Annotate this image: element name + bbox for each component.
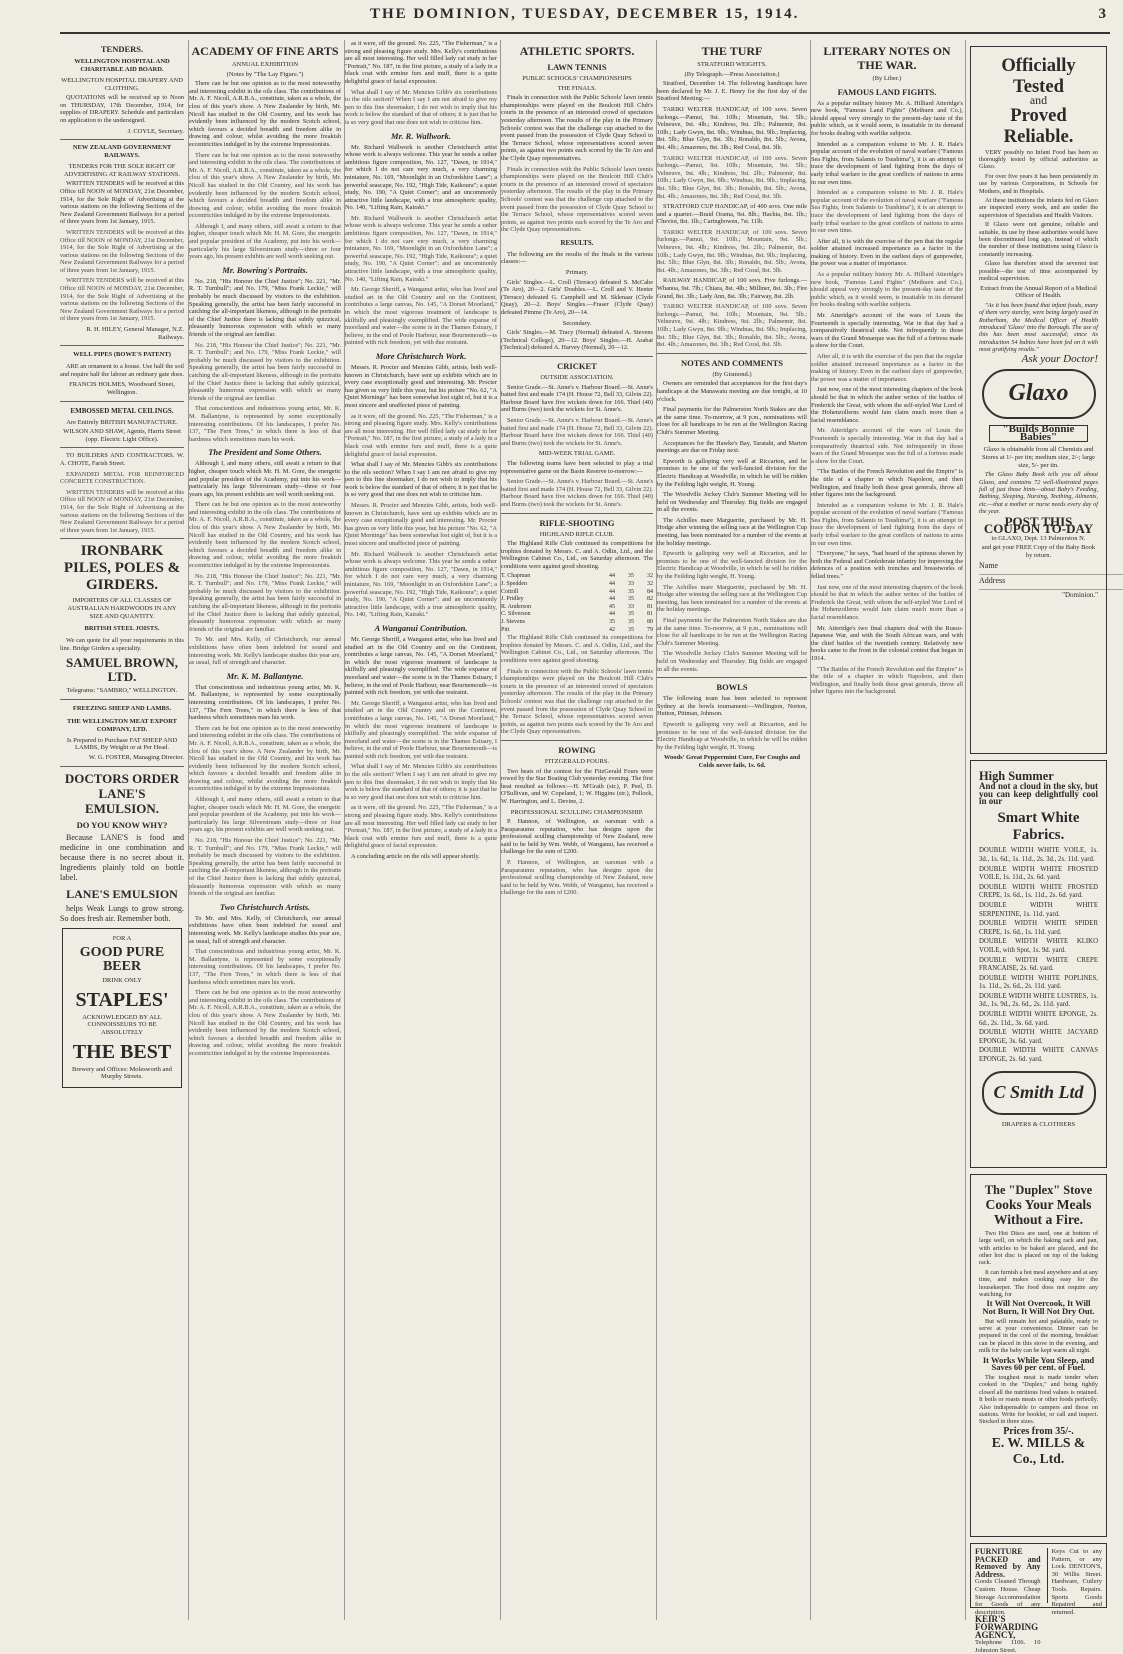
results-intro: The following are the results of the finals in the various classes:— <box>501 250 653 266</box>
do-you-know: DO YOU KNOW WHY? <box>76 819 168 830</box>
keir-body: Goods Cleaned Through Custom House. Cheap Storage Accommodation for Goods of any description. <box>975 1578 1041 1616</box>
meat-export-title: THE WELLINGTON MEAT EXPORT COMPANY, LTD. <box>67 717 177 733</box>
fabric-item: DOUBLE WIDTH WHITE JACYARD EPONGE, 3s. 6d. yard. <box>979 1029 1098 1045</box>
smith-logo: C Smith Ltd <box>982 1071 1096 1115</box>
good-pure-beer: GOOD PURE BEER <box>79 945 165 975</box>
fabric-item: DOUBLE WIDTH WHITE KLIKO VOILE, with Spot, 1s. 9d. yard. <box>979 938 1098 954</box>
famous-land-fights: FAMOUS LAND FIGHTS. <box>837 86 937 97</box>
notes-comments-heading: NOTES AND COMMENTS <box>680 357 783 368</box>
highland-heading: HIGHLAND RIFLE CLUB. <box>539 530 615 538</box>
fabric-item: DOUBLE WIDTH WHITE EPONGE, 2s. 6d., 2s. 11d., 3s. 6d. yard. <box>979 1011 1098 1027</box>
fabric-item: DOUBLE WIDTH WHITE LUSTRES, 1s. 3d., 1s. 9d., 2s. 6d., 2s. 11d. yard. <box>979 992 1098 1009</box>
gibb-para-cont-2: Mr. Richard Wallwork is another Christchurch artist whose work is always welcome. This year he sends a rather ambitious figure composition, No. 127, "Dawn, in 1914," for which I do not care very much, a very charming miniature, No. 169, "Moonlight in an Oxfordshire Lane"; a powerful seascape, No. 192, "High Tide, Kaikoura"; a quiet study, No. 190, "A Quiet Corner"; and an uncommonly attractive little landscape, with a true atmospheric quality, No. 140, "Lifting Rain, Kairaki." <box>345 550 497 619</box>
coupon-heading: POST THIS COUPON TO-DAY <box>983 513 1094 537</box>
fabric-item: DOUBLE WIDTH WHITE FROSTED CREPE, 1s. 6d., 1s. 11d., 2s. 6d. yard. <box>979 883 1098 900</box>
cricket-para-cont: Senior Grade.—St. Anne's v. Harbour Board.—St. Anne's batted first and made 174 (H. House 72, Bell 33, Gilvin 22). Harbour Board have five wickets down for 166. Thiel (40) and Burns (two) took the wickets for St. Anne's. <box>501 416 653 447</box>
notes-para-6-cont: Epworth is galloping very well at Riccarton, and he promises to be one of the well-fancied division for the Electric Handicap at Woodville, in which he will be ridden by the Feilding light weight, H. Young. <box>657 550 807 581</box>
turf-para-2-cont: TARIKI WELTER HANDICAP, of 100 sovs. Seven furlongs.—Pamui, 9st. 10lb.; Mountain, 9st. 5lb.; Velneuve, 9st. 4lb.; Kindress, 9st. 2lb.; Palmemir, 8st. 10lb.; Lady Gwyn, 8st. 9lb.; Windnas, 8st. 9lb.; Implacing, 8st. 5lb.; Blue Glyn, 8st. 3lb.; Ronaldo, 8st. 5lb.; Avona, 8st. 4lb.; Amazones, 8st. 3lb.; Red Coral, 8st. 3lb. <box>657 154 807 200</box>
cricket-heading: CRICKET <box>557 361 597 371</box>
score-cell: 79 <box>647 626 653 633</box>
table-row <box>501 573 653 581</box>
rifle-shooting-heading: RIFLE-SHOOTING <box>539 517 615 528</box>
divider <box>60 699 184 700</box>
score-cell: 32 <box>647 573 653 580</box>
score-cell: 32 <box>647 581 653 588</box>
ask-doctor: Ask your Doctor! <box>1021 352 1098 365</box>
wanganui-heading: A Wanganui Contribution. <box>374 622 468 633</box>
divider <box>501 740 653 741</box>
coupon-line-2: to GLAXO, Dept. 13 Palmerston N. <box>991 534 1086 542</box>
score-cell: 35 <box>628 619 634 626</box>
smart-white-fabrics: Smart White Fabrics. <box>997 809 1080 843</box>
score-cell: 35 <box>628 596 634 603</box>
keir-name: KEIR'S FORWARDING AGENCY, <box>975 1614 1039 1640</box>
duplex-prices: Prices from 35/-. <box>1003 1425 1074 1437</box>
academy-cont-para-1: as it were, off the ground. No. 225, "The Fisherman," is a strong and pleasing figure study. Mrs. Kelly's contributions are all most interesting. Her well filled lady cat study in her "Portrait," No. 187, in the first picture, a study of a lady in a black coat with ermine furs and muff, there is a quite delightful grace of facial expression. <box>345 40 497 85</box>
bowls-para-cont: Epworth is galloping very well at Riccarton, and he promises to be one of the well-fancied division for the Electric Handicap at Woodville, in which he will be ridden by the Feilding light weight, H. Young. <box>657 720 807 751</box>
fabric-item: DOUBLE WIDTH WHITE CANVAS EPONGE, 2s. 6d. yard. <box>979 1047 1098 1064</box>
samuel-brown: SAMUEL BROWN, LTD. <box>66 655 178 685</box>
coupon-dominion: "Dominion." <box>1062 590 1098 599</box>
secondary-results: Girls' Singles.—M. Tracy (Normal) defeated A. Stevens (Technical College), 20—12. Boys' Singles.—H. Arabat (Technical) defeated A. Harvey (Normal), 20—12. <box>501 329 653 352</box>
masthead <box>60 2 1110 34</box>
tender-2-body: WRITTEN TENDERS will be received at this Office till NOON of MONDAY, 21st December, 1914, for the Sole Right of Advertising at the various stations on the following Sections of the New Zealand Government Railways for a period of three years from 1st January, 1915. <box>60 180 184 226</box>
christchurch-para-cont: as it were, off the ground. No. 225, "The Fisherman," is a strong and pleasing figure study. Mrs. Kelly's contributions are all most interesting. Her well filled lady cat study in her "Portrait," No. 187, in the first picture, a study of a lady in a black coat with ermine furs and muff, there is a quite delightful grace of facial expression. <box>345 412 497 458</box>
column-academy-cont <box>344 40 497 1620</box>
by-liber: (By Liber.) <box>872 75 902 82</box>
keir-ad <box>970 1543 1107 1654</box>
president-heading: The President and Some Others. <box>208 447 322 458</box>
academy-para-5: To Mr. and Mrs. Kelly, of Christchurch, our annual exhibitions have often been indebted for sound and interesting work. Mr. Kelly's landscape studies this year are, as usual, full of strength and character. <box>189 914 341 945</box>
doctors-order: DOCTORS ORDER LANE'S EMULSION. <box>64 770 180 816</box>
score-cell: 44 <box>609 588 615 595</box>
wanganui-para-cont-3: as it were, off the ground. No. 225, "The Fisherman," is a strong and pleasing figure study. Mrs. Kelly's contributions are all most interesting. Her well filled lady cat study in her "Portrait," No. 187, in the first picture, a study of a lady in a black coat with ermine furs and muff, there is a quite delightful grace of facial expression. <box>345 804 497 850</box>
athletic-sports-heading: ATHLETIC SPORTS. <box>519 44 635 58</box>
academy-para-3: Although I, and many others, still await a return to that higher, cheaper touch which Mr. H. M. Gore, the energetic and popular president of the Academy, put into his work—particularly his large Silverstream study—three or four years ago, his present exhibits are well worth seeking out. <box>189 460 341 498</box>
academy-para-3-cont-3: To Mr. and Mrs. Kelly, of Christchurch, our annual exhibitions have often been indebted for sound and interesting work. Mr. Kelly's landscape studies this year are, as usual, full of strength and character. <box>189 636 341 667</box>
glaxo-ad <box>970 46 1123 754</box>
wallwork-para-cont-2: Mr. George Sheriff, a Wanganui artist, who has lived and studied art in the Old Country and on the Continent, contributes a large canvas, No. 145, "A Dorset Moorland," in which the most vigorous treatment of landscape is skilfully and pleasingly exemplified. The wide expanse of moorland and water—the scene is in the Thames Estuary, I believe, in the end of Poole Harbour, near Bournemouth—is painted with rich freedom, yet with due restraint. <box>345 286 497 347</box>
turf-para-1: Stratford, December 14. The following handicaps have been declared by Mr. J. E. Henry for the first day of the Stratford Meeting:— <box>657 80 807 103</box>
mills-name: E. W. MILLS & Co., Ltd. <box>991 1435 1086 1466</box>
literary-para-3: After all, it is with the exercise of the pen that the regular soldier attained increased importance as a factor in the making of history. Even in the earliest days of gunpowder, the power was a matter of importance. <box>811 237 963 268</box>
tennis-para-1-cont: Finals in connection with the Public Schools' lawn tennis championships were played on the Boulcott Hill Club's courts in the presence of an interested crowd of spectators yesterday afternoon. The results of the play in the Primary Schools' contest was that the challenge cup attached to the event passed from the possession of Clyde Quay School to the Terrace School, whose representatives scored seven points, as against two points each scored by the Te Aro and the Clyde Quay representatives. <box>501 165 653 234</box>
table-row <box>501 627 653 635</box>
glaxo-and: and <box>1029 93 1048 107</box>
score-cell: 33 <box>628 603 634 610</box>
fabric-item: DOUBLE WIDTH WHITE FROSTED VOILE, 1s. 11d., 2s. 6d. yard. <box>979 865 1098 882</box>
secondary-heading: Secondary. <box>562 319 592 327</box>
by-telegraph: (By Telegraph.—Press Association.) <box>684 70 780 78</box>
fabric-item: DOUBLE WIDTH WHITE VOILE, 1s. 3d., 1s. 6d., 1s. 11d., 2s. 3d., 2s. 11d. yard. <box>979 847 1098 863</box>
table-row <box>501 581 653 589</box>
literary-para-1: As a popular military history Mr. A. Hilliard Atteridge's new book, "Famous Land Fights" (Methuen and Co.), should appeal very strongly to the present-day taste of the public which, as it would seem, is insatiable in its demand for books dealing with warlike subjects. <box>811 99 963 137</box>
fabric-item: DOUBLE WIDTH WHITE CREPE FRANCAISE, 2s. 6d. yard. <box>979 956 1098 973</box>
column-academy <box>188 40 341 1620</box>
glaxo-para-5: Glaxo has therefore stood the severest test possible—the test of time accompanied by medical supervision. <box>979 260 1098 283</box>
duplex-para-3: But will remain hot and palatable, ready to serve at your convenience. Dinner can be prepared in the cool of the morning, breakfast can be placed in this stove in the evening, and milk for the baby can be kept warm all night. <box>979 1317 1098 1355</box>
builders-notice: TO BUILDERS AND CONTRACTORS. W. A. CHOTE, Farish Street. <box>60 452 184 467</box>
literary-para-5: Just now, one of the most interesting chapters of the book should be that in which the author writes of the battles of Frederick the Great, with whom the self-styled War Lord of the Hohenzollerns would fain claim much more than a facial resemblance. <box>811 386 963 424</box>
score-cell: 44 <box>609 581 615 588</box>
glaxo-para-4: If Glaxo were not genuine, reliable and suitable, its use by these authorities would have been discontinued long ago, instead of which the number of these institutions using Glaxo is constantly increasing. <box>979 221 1098 258</box>
academy-para-1: There can be but one opinion as to the most noteworthy and interesting exhibit in the oils class. The contributions of Mr. A. F. Nicoll, A.R.B.A., constitute, taken as a whole, the clou of this year's show. A New Zealander by birth, Mr. Nicoll has studied in the Old Country, and his work has evidently been influenced by the modern Scotch school, which favours a decided breadth and freedom alike in drawing and colour, whilst avoiding the more freakish eccentricities indulged in by the extreme Impressionists. <box>189 80 341 148</box>
duplex-title-1: The "Duplex" Stove <box>984 1183 1093 1197</box>
meat-export-sign: W. G. FOSTER, Managing Director. <box>88 754 184 762</box>
tender-2-sign: R. H. HILEY, General Manager, N.Z. Railways. <box>86 326 184 341</box>
embossed-sub: Are Entirely BRITISH MANUFACTURE. <box>66 418 178 426</box>
duplex-para-1: Two Hot Discs are used, one at bottom of large well, on which the baking rack and pan, with articles to be baked are placed, and the other hot disc is placed on top of the baking rack. <box>979 1229 1098 1267</box>
glaxo-logo: Glaxo <box>982 369 1096 419</box>
literary-para-6-cont: Intended as a companion volume to Mr. J. R. Hale's popular account of the evolution of naval warfare ("Famous Sea Fights, from Salamis to Tsushima"), it is an attempt to trace the development of land fighting from the days of early tribal warfare to the great conflicts of nations in arms in our own time. <box>811 501 963 547</box>
table-row <box>501 596 653 604</box>
wanganui-para: Mr. George Sheriff, a Wanganui artist, who has lived and studied art in the Old Country and on the Continent, contributes a large canvas, No. 145, "A Dorset Moorland," in which the most vigorous treatment of landscape is skilfully and pleasingly exemplified. The wide expanse of moorland and water—the scene is in the Thames Estuary, I believe, in the end of Poole Harbour, near Bournemouth—is painted with rich freedom, yet with due restraint. <box>345 635 497 697</box>
score-cell: 45 <box>609 603 615 610</box>
column-tenders <box>60 40 184 1620</box>
literary-para-2-cont: Intended as a companion volume to Mr. J. R. Hale's popular account of the evolution of naval warfare ("Famous Sea Fights, from Salamis to Tsushima"), it is an attempt to trace the development of land fighting from the days of early tribal warfare to the great conflicts of nations in arms in our own time. <box>811 189 963 235</box>
by-gismond: (By Gismond.) <box>712 370 752 378</box>
shooter-name: R. Anderson <box>501 603 531 610</box>
notes-para-3: Acceptances for the Hawke's Bay, Taratahi, and Marton meetings are due on Friday next. <box>657 439 807 455</box>
score-cell: 44 <box>609 596 615 603</box>
outside-association: OUTSIDE ASSOCIATION. <box>540 374 614 381</box>
primary-heading: Primary. <box>565 269 589 277</box>
notes-para-6-cont-3: Final payments for the Palmerston North Stakes are due at the same time. To-morrow, at 9 p.m., nominations will close for all handicaps to be run at the Wellington Racing Club's Summer Meeting. <box>657 617 807 647</box>
ballantyne-heading: Mr. K. M. Ballantyne. <box>226 670 304 681</box>
cricket-para: Senior Grade.—St. Anne's v. Harbour Board.—St. Anne's batted first and made 174 (H. House 72, Bell 33, Gilvin 22). Harbour Board have five wickets down for 166. Thiel (40) and Burns (two) took the wickets for St. Anne's. <box>501 383 653 414</box>
notes-para-4: Epworth is galloping very well at Riccarton, and he promises to be one of the well-fancied division for the Electric Handicap at Woodville, in which he will be ridden by the Feilding light weight, H. Young. <box>657 457 807 488</box>
duplex-title-3: Without a Fire. <box>993 1212 1084 1228</box>
duplex-para-2: It can furnish a hot meal anywhere and at any time, and makes cooking easy for the housekeeper. The food does not require any watching, for <box>979 1268 1098 1299</box>
tender-2-sub: TENDERS FOR THE SOLE RIGHT OF ADVERTISING AT RAILWAY STATIONS. <box>63 163 181 178</box>
glaxo-title-1: Officially Tested <box>1001 55 1076 97</box>
table-row <box>501 589 653 597</box>
literary-para-8: Mr. Atteridge's two final chapters deal with the Russo-Japanese War, and with the South African wars, and with the chief battles of the twentieth century. Relatively new books came to the front in the colonial contest that began in 1914. <box>811 624 963 662</box>
shooter-name: T. Chapman <box>501 573 531 580</box>
score-cell: 35 <box>609 619 615 626</box>
tender-1-sign: J. COYLE, Secretary. <box>127 127 184 135</box>
score-cell: 44 <box>609 611 615 618</box>
rifle-para: The Highland Rifle Club continued its competitions for trophies donated by Messrs. C. and A. Odlin, Ltd., and the Wellington Cabinet Co., Ltd., on Saturday afternoon. The conditions were against good shooting. <box>501 540 653 570</box>
ironbark-heading: IRONBARK PILES, POLES & GIRDERS. <box>63 543 181 594</box>
column-literary-notes <box>810 40 963 1620</box>
tennis-para-1: Finals in connection with the Public Schools' lawn tennis championships were played on the Boulcott Hill Club's courts in the presence of an interested crowd of spectators yesterday afternoon. The results of the play in the Primary Schools' contest was that the challenge cup attached to the event passed from the possession of Clyde Quay School to the Terrace School, whose representatives scored seven points, as against two points each scored by the Te Aro and the Clyde Quay representatives. <box>501 94 653 162</box>
literary-para-4-cont: After all, it is with the exercise of the pen that the regular soldier attained increased importance as a factor in the making of history. Even in the earliest days of gunpowder, the power was a matter of importance. <box>811 353 963 383</box>
divider <box>657 677 807 678</box>
bowls-para: The following team has been selected to represent Sydney at the bowls tournament:—Wellington, Norton, Hutton, Pittman, Johnson. <box>657 695 807 718</box>
builders-notice-cont-2: WRITTEN TENDERS will be received at this Office till NOON of MONDAY, 21st December, 1914, for the Sole Right of Advertising at the various stations on the following Sections of the New Zealand Government Railways for a period of three years from 1st January, 1915. <box>60 488 184 534</box>
literary-para-6: "The Battles of the French Revolution and the Empire" is the title of a chapter in which Napoleon, and then Wellington, and finally both these great generals, throw all other figures into the background. <box>811 468 963 499</box>
score-cell: 33 <box>628 581 634 588</box>
notes-para-6: The Achilles mare Marguerite, purchased by Mr. H. Hodge after winning the selling race at the Wellington Cup meeting, has been nominated for a number of the events at the holiday meetings. <box>657 516 807 547</box>
rowing-heading: ROWING <box>558 744 596 755</box>
beer-for-a: FOR A <box>112 934 132 942</box>
bowring-heading: Mr. Bowring's Portraits. <box>222 264 308 275</box>
gibb-para: What shall I say of Mr. Menzies Gibb's six contributions to the oils section? When I say I am not afraid to give my pen to this fine shoemaker, I do not wish to imply that his work is below the standard of that of others; it is just that he is so very good that one does not wish to criticise him. <box>345 461 497 499</box>
midweek-heading: MID-WEEK TRIAL GAME. <box>538 450 616 458</box>
fabric-item: DOUBLE WIDTH WHITE SERPENTINE, 1s. 11d. yard. <box>979 901 1098 918</box>
brewery-address: Brewery and Offices: Molesworth and Murphy Streets. <box>72 1065 172 1081</box>
denton-ad: Keys Cut to any Pattern, or any Lock. DENTON'S, 30 Willis Street. Hardware, Cutlery Tools. Repairs. Sports Goods Repaired and returned. <box>1047 1548 1102 1603</box>
turf-para-3-cont: TARIKI WELTER HANDICAP, of 100 sovs. Seven furlongs.—Pamui, 9st. 10lb.; Mountain, 9st. 5lb.; Velneuve, 9st. 4lb.; Kindress, 9st. 2lb.; Palmemir, 8st. 10lb.; Lady Gwyn, 8st. 9lb.; Windnas, 8st. 9lb.; Implacing, 8st. 5lb.; Blue Glyn, 8st. 3lb.; Ronaldo, 8st. 5lb.; Avona, 8st. 4lb.; Amazones, 8st. 3lb.; Red Coral, 8st. 3lb. <box>657 228 807 274</box>
keir-left <box>975 1547 1041 1654</box>
baby-book: The Glaxo Baby Book tells you all about Glaxo, and contains 72 well-illustrated pages full of just those hints—about Baby's Feeding, Bathing, Sleeping, Nursing, Teething, Ailments, etc.—that a mother or nurse needs every day of the year. <box>979 471 1098 516</box>
bowls-heading: BOWLS <box>716 682 748 693</box>
sculling-heading: PROFESSIONAL SCULLING CHAMPIONSHIP. <box>510 808 644 816</box>
turf-heading: THE TURF <box>701 44 763 58</box>
high-summer: High Summer <box>979 769 1054 783</box>
christchurch-work-heading: More Christchurch Work. <box>375 350 467 361</box>
divider <box>60 139 184 140</box>
literary-heading: LITERARY NOTES ON THE WAR. <box>823 44 951 72</box>
results-heading: RESULTS. <box>560 238 594 247</box>
shooter-name: J. Stevens <box>501 619 525 626</box>
rifle-para-cont-2: Finals in connection with the Public Schools' lawn tennis championships were played on the Boulcott Hill Club's courts in the presence of an interested crowd of spectators yesterday afternoon. The results of the play in the Primary Schools' contest was that the challenge cup attached to the event passed from the possession of Clyde Quay School to the Terrace School, whose representatives scored seven points, as against two points each scored by the Te Aro and the Clyde Quay representatives. <box>501 667 653 736</box>
academy-para-4-cont-2: Although I, and many others, still await a return to that higher, cheaper touch which Mr. H. M. Gore, the energetic and popular president of the Academy, put into his work—particularly his large Silverstream study—three or four years ago, his present exhibits are well worth seeking out. <box>189 796 341 834</box>
samuel-brown-tel: Telegrams: "SAMBRO," WELLINGTON. <box>66 687 178 695</box>
duplex-claim: It Will Not Overcook, It Will Not Burn, It Will Not Dry Out. <box>982 1298 1095 1317</box>
score-cell: 35 <box>628 626 634 633</box>
glaxo-slogan: "Builds Bonnie Babies" <box>989 425 1088 442</box>
score-cell: 42 <box>609 626 615 633</box>
notes-para-6-cont-2: The Achilles mare Marguerite, purchased by Mr. H. Hodge after winning the selling race at the Wellington Cup meeting, has been nominated for a number of the events at the holiday meetings. <box>657 583 807 614</box>
coupon-name[interactable]: Name ........................................................................ <box>979 560 1123 578</box>
coupon-line-3: and get your FREE Copy of the Baby Book by return. <box>981 544 1096 559</box>
tender-1-title: WELLINGTON HOSPITAL AND CHARITABLE AID BOARD. <box>74 58 170 73</box>
the-best: THE BEST <box>72 1040 172 1063</box>
academy-para-2-cont-2: That conscientious and industrious young artist, Mr. K. M. Ballantyne, is represented by some exceptionally interesting contributions. Of his landscapes, I prefer No. 137, "The Fern Trees," in which there is less of that hardness which sometimes mars his work. <box>189 405 341 443</box>
concluding-note: A concluding article on the oils will appear shortly. <box>351 853 480 860</box>
keir-title: FURNITURE PACKED and Removed by Any Address. <box>975 1547 1041 1579</box>
smith-logo-sub: DRAPERS & CLOTHIERS <box>1001 1120 1076 1128</box>
wallwork-heading: Mr. R. Wallwork. <box>391 130 451 141</box>
table-row <box>501 619 653 627</box>
coupon-address[interactable]: Address ........................................................................ <box>979 575 1123 593</box>
turf-para-2: TARIKI WELTER HANDICAP, of 100 sovs. Seven furlongs.—Pamui, 9st. 10lb.; Mountain, 9st. 5lb.; Velneuve, 9st. 4lb.; Kindress, 9st. 2lb.; Palmemir, 8st. 10lb.; Lady Gwyn, 8st. 9lb.; Windnas, 8st. 9lb.; Implacing, 8st. 5lb.; Blue Glyn, 8st. 3lb.; Ronaldo, 8st. 5lb.; Avona, 8st. 4lb.; Amazones, 8st. 3lb.; Red Coral, 8st. 3lb. <box>657 105 807 151</box>
annual-exhibition: ANNUAL EXHIBITION <box>231 61 299 68</box>
tender-1-body: QUOTATIONS will be received up to Noon on THURSDAY, 17th December, 1914, for supplies of DRAPERY. Schedule and particulars on application to the undersigned. <box>60 94 184 124</box>
academy-para-2: No. 218, "His Honour the Chief Justice"; No. 221, "Mr. R. T. Turnbull"; and No. 179, "Miss Frank Leckie," will probably be much discussed by visitors to the exhibition. Speaking generally, the artist has been fairly successful in catching the all-important likeness, although in the portraits of the Chief Justice there is lacking that subtly quizzical, pleasantly humorous expression with which so many friends of the original are familiar. <box>189 277 341 338</box>
wallwork-para-cont: Mr. Richard Wallwork is another Christchurch artist whose work is always welcome. This year he sends a rather ambitious figure composition, No. 127, "Dawn, in 1914," for which I do not care very much, a very charming miniature, No. 169, "Moonlight in an Oxfordshire Lane"; a powerful seascape, No. 192, "High Tide, Kaikoura"; a quiet study, No. 190, "A Quiet Corner"; and an uncommonly attractive little landscape, with a true atmospheric quality, No. 140, "Lifting Rain, Kairaki." <box>345 214 497 283</box>
literary-para-3-cont: As a popular military history Mr. A. Hilliard Atteridge's new book, "Famous Land Fights" (Methuen and Co.), should appeal very strongly to the present-day taste of the public which, as it would seem, is insatiable in its demand for books dealing with warlike subjects. <box>811 271 963 309</box>
tender-2-title: NEW ZEALAND GOVERNMENT RAILWAYS. <box>72 144 172 160</box>
score-cell: 84 <box>647 588 653 595</box>
turf-para-4-cont: TARIKI WELTER HANDICAP, of 100 sovs. Seven furlongs.—Pamui, 9st. 10lb.; Mountain, 9st. 5lb.; Velneuve, 9st. 4lb.; Kindress, 9st. 2lb.; Palmemir, 8st. 10lb.; Lady Gwyn, 8st. 9lb.; Windnas, 8st. 9lb.; Implacing, 8st. 5lb.; Blue Glyn, 8st. 3lb.; Ronaldo, 8st. 5lb.; Avona, 8st. 4lb.; Amazones, 8st. 3lb.; Red Coral, 8st. 3lb. <box>657 303 807 349</box>
wellpipes-heading: WELL PIPES (BOWE'S PATENT) <box>73 351 171 359</box>
staples-name: STAPLES' <box>75 988 169 1011</box>
meat-export-body: Is Prepared to Purchase FAT SHEEP AND LAMBS, By Weight or at Per Head. <box>66 736 178 752</box>
score-cell: 81 <box>647 611 653 618</box>
drink-only: DRINK ONLY <box>102 977 142 985</box>
table-row <box>501 611 653 619</box>
glaxo-para-1: VERY possibly no Infant Food has been so thoroughly tested by official authorities as Glaxo. <box>979 148 1098 171</box>
academy-para-4: That conscientious and industrious young artist, Mr. K. M. Ballantyne, is represented by some exceptionally interesting contributions. Of his landscapes, I prefer No. 137, "The Fern Trees," in which there is less of that hardness which sometimes mars his work. <box>189 683 341 722</box>
score-cell: 44 <box>609 573 615 580</box>
steel-heading: BRITISH STEEL JOISTS. <box>84 625 160 633</box>
holmes-address: FRANCIS HOLMES, Woodward Street, Wellington. <box>69 381 175 396</box>
shooter-name: J. Pridley <box>501 596 524 603</box>
divider <box>60 538 184 539</box>
wanganui-para-cont: Mr. George Sheriff, a Wanganui artist, who has lived and studied art in the Old Country and on the Continent, contributes a large canvas, No. 145, "A Dorset Moorland," in which the most vigorous treatment of landscape is skilfully and pleasingly exemplified. The wide expanse of moorland and water—the scene is in the Thames Estuary, I believe, in the end of Poole Harbour, near Bournemouth—is painted with rich freedom, yet with due restraint. <box>345 699 497 760</box>
fabric-item: DOUBLE WIDTH WHITE SPIDER CREPE, 1s. 6d., 1s. 11d. yard. <box>979 920 1098 936</box>
score-cell: 82 <box>647 596 653 603</box>
glaxo-sold: Glaxo is obtainable from all Chemists and Stores at 1/- per tin; medium size, 2/-; large size, 5/- per tin. <box>981 446 1096 469</box>
stratford-weights: STRATFORD WEIGHTS. <box>697 61 767 68</box>
sculling-para-cont: P. Hannon, of Wellington, an oarsman with a Paraparaumu reputation, who has designs upon the professional sculling championship of New Zealand, now said to be held by Wm. Webb, of Wanganui, has received a challenge for the sum of £200. <box>501 859 653 897</box>
embossed-heading: EMBOSSED METAL CEILINGS. <box>70 406 174 415</box>
coupon-name-label: Name <box>979 560 999 570</box>
notes-para-6-cont-4: The Woodville Jockey Club's Summer Meeting will be held on Wednesday and Thursday. Big fields are engaged in all the events. <box>657 650 807 673</box>
tenders-heading: TENDERS. <box>100 44 144 54</box>
duplex-works: It Works While You Sleep, and Saves 60 per cent. of Fuel. <box>982 1354 1095 1373</box>
rifle-para-cont: The Highland Rifle Club continued its competitions for trophies donated by Messrs. C. and A. Odlin, Ltd., and the Wellington Cabinet Co., Ltd., on Saturday afternoon. The conditions were against good shooting. <box>501 634 653 664</box>
turf-para-4: RAILWAY HANDICAP, of 100 sovs. Five furlongs.—Whanoa, 9st. 7lb.; Chiara, 8st. 4lb.; Milliner, 8st. 3lb.; Fire Grand, 8st. 3lb.; Lady Ann, 8st. 3lb.; Fairway, 8st. 2lb. <box>657 277 807 300</box>
score-cell: 80 <box>647 619 653 626</box>
academy-para-1-cont-2: Although I, and many others, still await a return to that higher, cheaper touch which Mr. H. M. Gore, the energetic and popular president of the Academy, put into his work—particularly his large Silverstream study—three or four years ago, his present exhibits are well worth seeking out. <box>189 222 341 261</box>
fabric-item: DOUBLE WIDTH WHITE POPLINES, 1s. 11d., 2s. 6d., 2s. 11d. yard. <box>979 974 1098 991</box>
masthead-title: THE DOMINION, TUESDAY, DECEMBER 15, 1914. <box>370 6 800 22</box>
duplex-title-2: Cooks Your Meals <box>985 1197 1092 1212</box>
tender-2-body-cont: WRITTEN TENDERS will be received at this Office till NOON of MONDAY, 21st December, 1914, for the Sole Right of Advertising at the various stations on the following Sections of the New Zealand Government Railways for a period of three years from 1st January, 1915. <box>60 228 184 274</box>
wanganui-para-cont-2: What shall I say of Mr. Menzies Gibb's six contributions to the oils section? When I say I am not afraid to give my pen to this fine shoemaker, I do not wish to imply that his work is below the standard of that of others; it is just that he is so very good that one does not wish to criticise him. <box>345 763 497 801</box>
divider <box>60 345 184 346</box>
midweek-para-cont: Senior Grade.—St. Anne's v. Harbour Board.—St. Anne's batted first and made 174 (H. House 72, Bell 33, Gilvin 22). Harbour Board have five wickets down for 166. Thiel (40) and Burns (two) took the wickets for St. Anne's. <box>501 478 653 508</box>
turf-para-3: STRATFORD CUP HANDICAP, of 400 sovs. One mile and a quarter.—Braid Orama, 9st. 8lb.; Hachia, 8st. 1lb.; Cheviot, 8st. 1lb.; Caringbowen, 7st. 11lb. <box>657 203 807 226</box>
score-cell: 35 <box>628 573 634 580</box>
builders-notice-cont: EXPANDED METAL FOR REINFORCED CONCRETE CONSTRUCTION. <box>60 470 184 486</box>
literary-para-4: Mr. Atteridge's account of the wars of Louis the Fourteenth is specially interesting. War in that day had a comparatively theatrical side. Not infrequently in those wars of the Grand Monarque was the full of a fortress made a show for the Court. <box>811 312 963 350</box>
woods-footer: Woods' Great Peppermint Cure, For Coughs and Colds never fails, 1s. 6d. <box>663 754 801 769</box>
literary-para-5-cont: Mr. Atteridge's account of the wars of Louis the Fourteenth is specially interesting. War in that day had a comparatively theatrical side. Not infrequently in those wars of the Grand Monarque was the full of a fortress made a show for the Court. <box>811 427 963 465</box>
literary-para-2: Intended as a companion volume to Mr. J. R. Hale's popular account of the evolution of naval warfare ("Famous Sea Fights, from Salamis to Tsushima"), it is an attempt to trace the development of land fighting from the days of early tribal warfare to the great conflicts of nations in arms in our own time. <box>811 140 963 186</box>
steel-body: We can quote for all your requirements in this line. Bridge Girders a speciality. <box>60 637 184 652</box>
academy-para-5-cont: That conscientious and industrious young artist, Mr. K. M. Ballantyne, is represented by some exceptionally interesting contributions. Of his landscapes, I prefer No. 137, "The Fern Trees," in which there is less of that hardness which sometimes mars his work. <box>189 948 341 986</box>
midweek-para: The following teams have been selected to play a trial representative game on the Basin Reserve to-morrow:— <box>501 459 653 475</box>
tender-1-sub: WELLINGTON HOSPITAL DRAPERY AND CLOTHING. <box>61 77 183 92</box>
fitzgerald-heading: FITZGERALD FOURS. <box>544 757 610 765</box>
wallwork-para: Mr. Richard Wallwork is another Christchurch artist whose work is always welcome. This year he sends a rather ambitious figure composition, No. 127, "Dawn, in 1914," for which I do not care very much, a very charming miniature, No. 169, "Moonlight in an Oxfordshire Lane"; a powerful seascape, No. 192, "High Tide, Kaikoura"; a quiet study, No. 190, "A Quiet Corner"; and an uncommonly attractive little landscape, with a true atmospheric quality, No. 140, "Lifting Rain, Kairaki." <box>345 143 497 212</box>
literary-para-8-cont: "The Battles of the French Revolution and the Empire" is the title of a chapter in which Napoleon, and then Wellington, and finally both these great generals, throw all other figures into the background. <box>811 665 963 696</box>
smith-fabrics-ad <box>970 760 1107 1168</box>
divider <box>60 401 184 402</box>
staples-beer-ad <box>62 928 182 1088</box>
academy-para-4-cont-3: No. 218, "His Honour the Chief Justice"; No. 221, "Mr. R. T. Turnbull"; and No. 179, "Miss Frank Leckie," will probably be much discussed by visitors to the exhibition. Speaking generally, the artist has been fairly successful in catching the all-important likeness, although in the portraits of the Chief Justice there is lacking that subtly quizzical, pleasantly humorous expression with which so many friends of the original are familiar. <box>189 837 341 898</box>
tender-2-body-cont-2: WRITTEN TENDERS will be received at this Office till NOON of MONDAY, 21st December, 1914, for the Sole Right of Advertising at the various stations on the following Sections of the New Zealand Government Railways for a period of three years from 1st January, 1915. <box>60 277 184 323</box>
lanes-emulsion: LANE'S EMULSION <box>66 886 178 901</box>
page-number: 3 <box>1098 6 1106 22</box>
wilson-shaw: WILSON AND SHAW, Agents, Harris Street (opp. Electric Light Office). <box>63 428 181 443</box>
academy-para-3-cont: There can be but one opinion as to the most noteworthy and interesting exhibit in the oils class. The contributions of Mr. A. F. Nicoll, A.R.B.A., constitute, taken as a whole, the clou of this year's show. A New Zealander by birth, Mr. Nicoll has studied in the Old Country, and his work has evidently been influenced by the modern Scotch school, which favours a decided breadth and freedom alike in drawing and colour, whilst avoiding the more freakish eccentricities indulged in by the extreme Impressionists. <box>189 501 341 570</box>
rifle-results-table <box>501 573 653 634</box>
sculling-para: P. Hannon, of Wellington, an oarsman with a Paraparaumu reputation, who has designs upon the professional sculling championship of New Zealand, now said to be held by Wm. Webb, of Wanganui, has received a challenge for the sum of £200. <box>501 818 653 856</box>
christchurch-para: Messrs. R. Procter and Menzies Gibb, artists, both well-known in Christchurch, have sent up exhibits which are in every case exceptionally good and interesting. Mr. Procter has given us very little this year, but his picture "No. 62, "A Quiet Mornings" has been somewhat lost sight of, but it is a most sincere and unaffected piece of painting. <box>345 363 497 409</box>
academy-heading: ACADEMY OF FINE ARTS <box>191 44 339 58</box>
notes-para-1: Owners are reminded that acceptances for the first day's handicaps at the Manawatu meeting are due tonight, at 10 o'clock. <box>657 380 807 403</box>
freezing-heading: FREEZING SHEEP AND LAMBS. <box>72 704 172 712</box>
column-ads <box>965 40 1123 1654</box>
rowing-para: Two heats of the contest for the FitzGerald Fours were rowed by the Star Boating Club yesterday evening. The first heat resulted as follows:—H. M'Grath (str.), P. Peel, D. O'Sullivan, and W. Copeland, 1; W. Higgins (str.), Pollock, W. Harrington, and L. Devine, 2. <box>501 767 653 805</box>
column-turf <box>656 40 807 1620</box>
duplex-para-4: The toughest meat is made tender when cooked in the "Duplex," and being tightly closed all the nutritious food values is retained. It boils or roasts meats or other foods perfectly. Also indispensable to campers and those on stations. Write for booklet, or call and inspect. Stocked in three sizes. <box>979 1373 1098 1426</box>
divider <box>501 513 653 514</box>
academy-para-3-cont-2: No. 218, "His Honour the Chief Justice"; No. 221, "Mr. R. T. Turnbull"; and No. 179, "Miss Frank Leckie," will probably be much discussed by visitors to the exhibition. Speaking generally, the artist has been fairly successful in catching the all-important likeness, although in the portraits of the Chief Justice there is lacking that subtly quizzical, pleasantly humorous expression with which so many friends of the original are familiar. <box>189 572 341 633</box>
staples-sub: ACKNOWLEDGED BY ALL CONNOISSEURS TO BE ABSOLUTELY <box>82 1013 162 1037</box>
glaxo-para-3: At these institutions the infants fed on Glaxo are inspected every week, and are under the supervision of Specialists and Health Visitors. <box>979 197 1098 219</box>
primary-results: Girls' Singles.—L. Croll (Terrace) defeated S. McCabe (Te Aro), 20—2. Girls' Doubles.—L. Croll and V. Heeter (Terrace) defeated G. Campbell and M. Sklenaar (Clyde Quay), 20—2. Boys' Singles.—Fraser (Clyde Quay) defeated Pimme (Te Aro), 20—14. <box>501 278 653 317</box>
academy-para-5-cont-2: There can be but one opinion as to the most noteworthy and interesting exhibit in the oils class. The contributions of Mr. A. F. Nicoll, A.R.B.A., constitute, taken as a whole, the clou of this year's show. A New Zealander by birth, Mr. Nicoll has studied in the Old Country, and his work has evidently been influenced by the modern Scotch school, which favours a decided breadth and freedom alike in drawing and colour, whilst avoiding the more freakish eccentricities indulged in by the extreme Impressionists. <box>189 989 341 1057</box>
lanes-because: Because LANE'S is food and medicine in one combination and because there is no secret about it. Ingredients plainly told on bottle label. <box>60 832 184 882</box>
the-finals: THE FINALS. <box>557 84 597 92</box>
score-cell: 81 <box>647 603 653 610</box>
shooter-name: J. Spedden <box>501 581 527 588</box>
notes-para-2: Final payments for the Palmerston North Stakes are due at the same time. To-morrow, at 9 p.m., nominations will close for all handicaps to be run at the Wellington Racing Club's Summer Meeting. <box>657 406 807 436</box>
score-cell: 35 <box>628 588 634 595</box>
score-cell: 35 <box>628 611 634 618</box>
public-schools-sub: PUBLIC SCHOOLS' CHAMPIONSHIPS <box>522 75 632 82</box>
gibb-para-cont: Messrs. R. Procter and Menzies Gibb, artists, both well-known in Christchurch, have sent up exhibits which are in every case exceptionally good and interesting. Mr. Procter has given us very little this year, but his picture "No. 62, "A Quiet Mornings" has been somewhat lost sight of, but it is a most sincere and unaffected piece of painting. <box>345 502 497 548</box>
lawn-tennis-heading: LAWN TENNIS <box>547 62 607 72</box>
fabric-list <box>979 847 1098 1064</box>
notes-para-5: The Woodville Jockey Club's Summer Meeting will be held on Wednesday and Thursday. Big fields are engaged in all the events. <box>657 491 807 514</box>
academy-cont-para-1-b: What shall I say of Mr. Menzies Gibb's six contributions to the oils section? When I say I am not afraid to give my pen to this fine shoemaker, I do not wish to imply that his work is below the standard of that of others; it is just that he is so very good that one does not wish to criticise him. <box>345 88 497 126</box>
smith-sub: And not a cloud in the sky, but you can keep delightfully cool in our <box>979 781 1098 807</box>
glaxo-para-2: For over five years it has been persistently in use by various Corporations, in Schools for Mothers, and in Hospitals. <box>979 172 1098 195</box>
wellpipes-body: ARE an ornament to a house. Use half the soil and require half the labour an ordinary gate does. <box>60 363 184 378</box>
table-row <box>501 604 653 612</box>
duplex-stove-ad <box>970 1174 1107 1537</box>
coupon-address-label: Address <box>979 575 1006 585</box>
lay-figure-notes: (Notes by "The Lay Figure.") <box>226 70 304 78</box>
lanes-body: helps Weak Lungs to grow strong. So does fresh air. Remember both. <box>60 903 184 923</box>
two-christchurch-heading: Two Christchurch Artists. <box>219 901 311 912</box>
academy-para-2-cont: No. 218, "His Honour the Chief Justice"; No. 221, "Mr. R. T. Turnbull"; and No. 179, "Miss Frank Leckie," will probably be much discussed by visitors to the exhibition. Speaking generally, the artist has been fairly successful in catching the all-important likeness, although in the portraits of the Chief Justice there is lacking that subtly quizzical, pleasantly humorous expression with which so many friends of the original are familiar. <box>189 341 341 402</box>
divider <box>60 447 184 448</box>
academy-para-4-cont: There can be but one opinion as to the most noteworthy and interesting exhibit in the oils class. The contributions of Mr. A. F. Nicoll, A.R.B.A., constitute, taken as a whole, the clou of this year's show. A New Zealander by birth, Mr. Nicoll has studied in the Old Country, and his work has evidently been influenced by the modern Scotch school, which favours a decided breadth and freedom alike in drawing and colour, whilst avoiding the more freakish eccentricities indulged in by the extreme Impressionists. <box>189 724 341 793</box>
column-athletic-sports <box>500 40 653 1620</box>
glaxo-title-2: Proved Reliable. <box>1003 104 1074 147</box>
keir-tel: Telephone 1106. 10 Johnston Street. <box>975 1639 1041 1654</box>
divider <box>501 356 653 357</box>
divider <box>60 766 184 767</box>
shooter-name: C. Silverson <box>501 611 531 618</box>
literary-para-7-cont: Just now, one of the most interesting chapters of the book should be that in which the author writes of the battles of Frederick the Great, with whom the self-styled War Lord of the Hohenzollerns would fain claim much more than a facial resemblance. <box>811 583 963 621</box>
shooter-name: Cottrill <box>501 588 519 595</box>
glaxo-extract: Extract from the Annual Report of a Medical Officer of Health. <box>980 284 1097 300</box>
glaxo-quote: "As it has been found that infant foods, many of them very starchy, were being largely used in Rotherham, the Medical Officer of Health introduced 'Glaxo' into the Borough. The use of this has been most successful; since its introduction 54 babies have been fed on it with most gratifying results." <box>979 301 1098 354</box>
shooter-name: Pitt <box>501 626 510 633</box>
importers-line: IMPORTERS OF ALL CLASSES OF AUSTRALIAN HARDWOODS IN ANY SIZE AND QUANTITY. <box>67 597 177 620</box>
literary-para-7: "Everyone," he says, "had heard of the spinous shown by both the Federal and Confederate infantry for improving the defences of a position with trenches and breastworks of felled trees." <box>811 550 963 581</box>
academy-para-1-cont: There can be but one opinion as to the most noteworthy and interesting exhibit in the oils class. The contributions of Mr. A. F. Nicoll, A.R.B.A., constitute, taken as a whole, the clou of this year's show. A New Zealander by birth, Mr. Nicoll has studied in the Old Country, and his work has evidently been influenced by the modern Scotch school, which favours a decided breadth and freedom alike in drawing and colour, whilst avoiding the more freakish eccentricities indulged in by the extreme Impressionists. <box>189 151 341 220</box>
divider <box>657 353 807 354</box>
